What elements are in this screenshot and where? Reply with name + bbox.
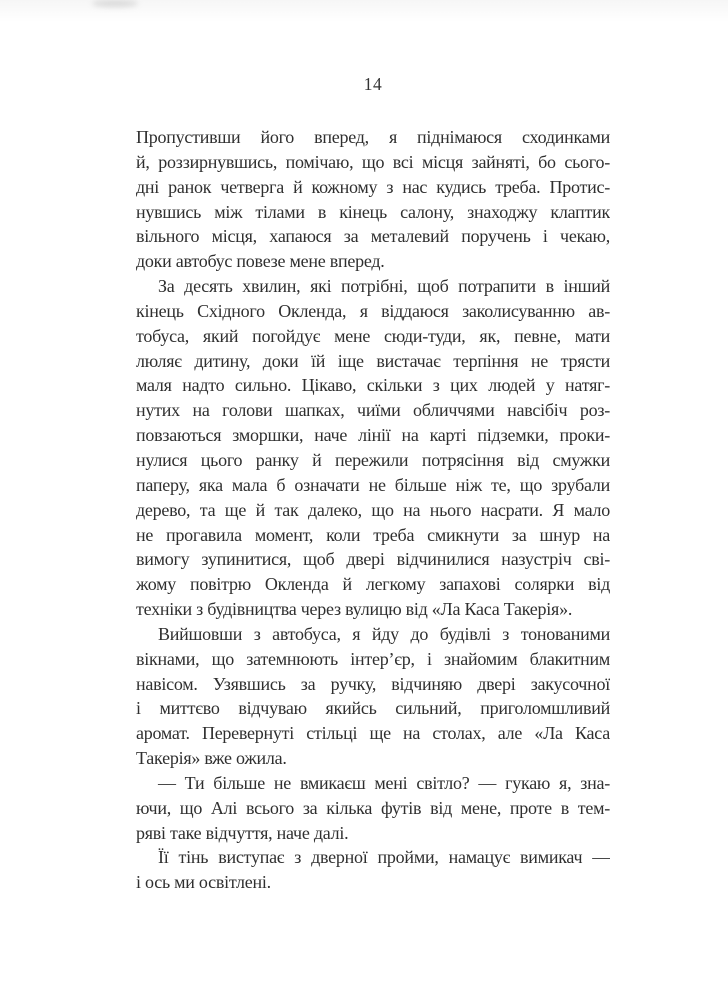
scan-smudge-artifact (92, 0, 138, 7)
text-line: дерево, та ще й так далеко, що на нього насрати. Я мало (136, 499, 610, 520)
paragraph (136, 845, 610, 895)
text-line: паперу, яка мала б означати не більше ніж те, що зрубали (136, 474, 610, 495)
text-line: — Ти більше не вмикаєш мені світло? — гукаю я, зна- (158, 772, 610, 793)
text-line: тобуса, який погойдує мене сюди-туди, як, певне, мати (136, 325, 610, 346)
text-line: нулися цього ранку й пережили потрясіння від смужки (136, 449, 610, 470)
text-line: вікнами, що затемнюють інтер’єр, і знайомим блакитним (136, 648, 610, 669)
text-line: Пропустивши його вперед, я піднімаюся сходинками (136, 127, 610, 147)
text-line: нутих на голови шапках, чиїми обличчями навсібіч роз- (136, 400, 610, 421)
text-line: аромат. Перевернуті стільці ще на столах, але «Ла Каса (136, 723, 610, 744)
text-line: доки автобус повезе мене вперед. (136, 251, 385, 272)
paragraph (136, 771, 610, 846)
text-line: Такерія» вже ожила. (136, 748, 287, 769)
text-line: й, роззирнувшись, помічаю, що всі місця зайняті, бо сього- (136, 151, 610, 172)
text-line: люляє дитину, доки їй іще вистачає терпіння не трясти (136, 350, 610, 371)
text-line: повзаються зморшки, наче лінії на карті підземки, проки- (136, 425, 610, 446)
text-line: і миттєво відчуваю якийсь сильний, приголомшливий (136, 698, 610, 719)
text-line: маля надто сильно. Цікаво, скільки з цих людей у натяг- (136, 375, 610, 396)
text-line: нувшись між тілами в кінець салону, знаходжу клаптик (136, 201, 610, 222)
text-block (136, 125, 610, 895)
text-line: ючи, що Алі всього за кілька футів від мене, проте в тем- (136, 797, 610, 818)
text-line: і ось ми освітлені. (136, 872, 271, 893)
text-line: вимогу зупинитися, щоб двері відчинилися назустріч сві- (136, 549, 610, 570)
paragraph (136, 622, 610, 771)
paragraph (136, 274, 610, 622)
text-line: ряві таке відчуття, наче далі. (136, 822, 349, 843)
text-line: Її тінь виступає з дверної пройми, намацує вимикач — (158, 847, 610, 868)
text-line: жому повітрю Окленда й легкому запахові солярки від (136, 574, 610, 595)
text-line: техніки з будівництва через вулицю від «Ла Каса Такерія». (136, 599, 573, 620)
page-number: 14 (363, 74, 383, 94)
text-line: дні ранок четверга й кожному з нас кудись треба. Протис- (136, 176, 610, 197)
text-line: кінець Східного Окленда, я віддаюся заколисуванню ав- (136, 300, 610, 321)
text-line: не прогавила момент, коли треба смикнути за шнур на (136, 524, 610, 545)
text-line: навісом. Узявшись за ручку, відчиняю двері закусочної (136, 673, 610, 694)
paragraph (136, 125, 610, 274)
text-line: За десять хвилин, які потрібні, щоб потрапити в інший (158, 276, 610, 297)
scan-noise-artifact (0, 0, 728, 22)
text-line: вільного місця, хапаюся за металевий поручень і чекаю, (136, 226, 610, 247)
text-line: Вийшовши з автобуса, я йду до будівлі з тонованими (158, 623, 610, 644)
